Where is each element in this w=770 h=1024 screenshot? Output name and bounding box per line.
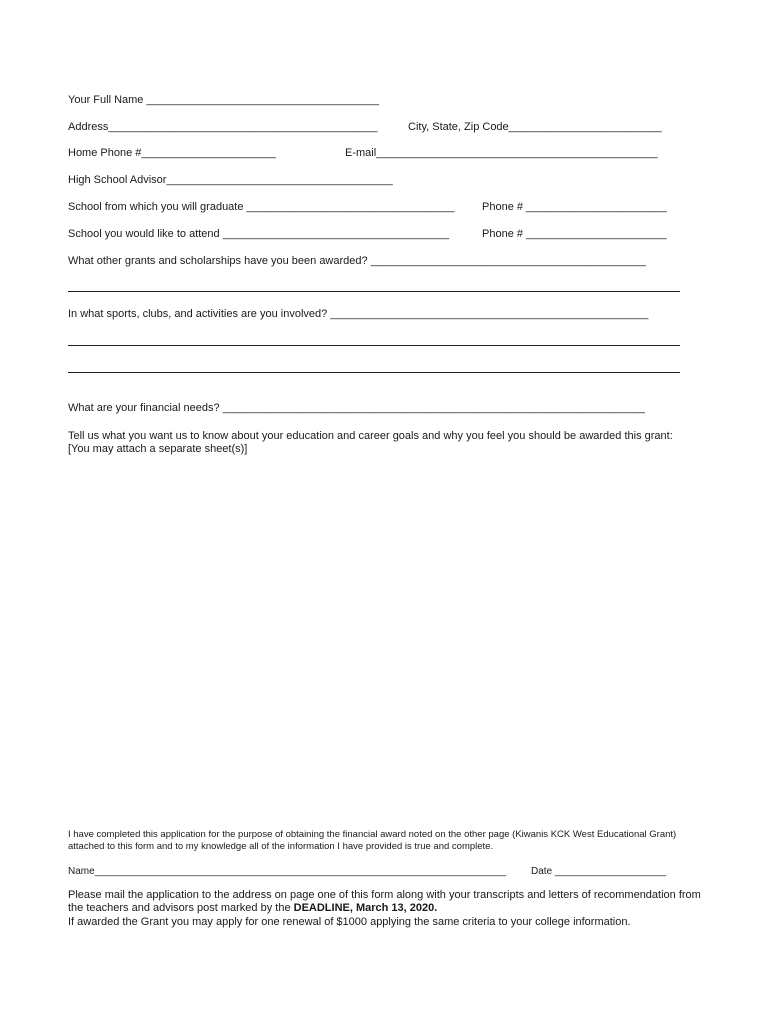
deadline-text: DEADLINE, March 13, 2020. [293,902,438,914]
graduating-school-field[interactable]: School from which you will graduate __________________________________ [68,201,455,213]
email-field[interactable]: E-mail______________________________________________ [345,147,658,159]
renewal-note: If awarded the Grant you may apply for one renewal of $1000 applying the same criteria to your college information. [68,916,631,928]
graduating-school-phone-field[interactable]: Phone # _______________________ [482,201,667,213]
city-state-zip-field[interactable]: City, State, Zip Code_________________________ [408,121,662,133]
essay-prompt: Tell us what you want us to know about your education and career goals and why you feel you should be awarded this grant: [68,430,673,442]
address-field[interactable]: Address____________________________________________ [68,121,378,133]
high-school-advisor-field[interactable]: High School Advisor_____________________________________ [68,174,393,186]
mailing-instructions [68,889,708,915]
certification-statement: I have completed this application for the purpose of obtaining the financial award noted on the other page (Kiwanis KCK West Educational Grant) attached to this form and to my knowledge all of the information I have provided is true and complete. [68,829,677,852]
activities-question-field[interactable]: In what sports, clubs, and activities are you involved? ____________________________________________________ [68,308,649,320]
full-name-field[interactable]: Your Full Name ______________________________________ [68,94,379,106]
essay-note: [You may attach a separate sheet(s)] [68,443,248,455]
essay-answer-area[interactable] [68,462,682,822]
grants-question-field[interactable]: What other grants and scholarships have you been awarded? _____________________________________________ [68,255,646,267]
home-phone-field[interactable]: Home Phone #______________________ [68,147,276,159]
desired-school-phone-field[interactable]: Phone # _______________________ [482,228,667,240]
desired-school-field[interactable]: School you would like to attend _____________________________________ [68,228,450,240]
activities-answer-line-2[interactable] [68,372,680,373]
grants-answer-line[interactable] [68,291,680,292]
signature-name-field[interactable]: Name__________________________________________________________________________ [68,866,507,877]
mailing-instructions-text: Please mail the application to the address on page one of this form along with your transcripts and letters of recommendation from the teachers and advisors post marked by the [68,889,701,914]
signature-date-field[interactable]: Date ____________________ [531,866,667,877]
financial-needs-field[interactable]: What are your financial needs? _____________________________________________________________________ [68,402,645,414]
activities-answer-line-1[interactable] [68,345,680,346]
